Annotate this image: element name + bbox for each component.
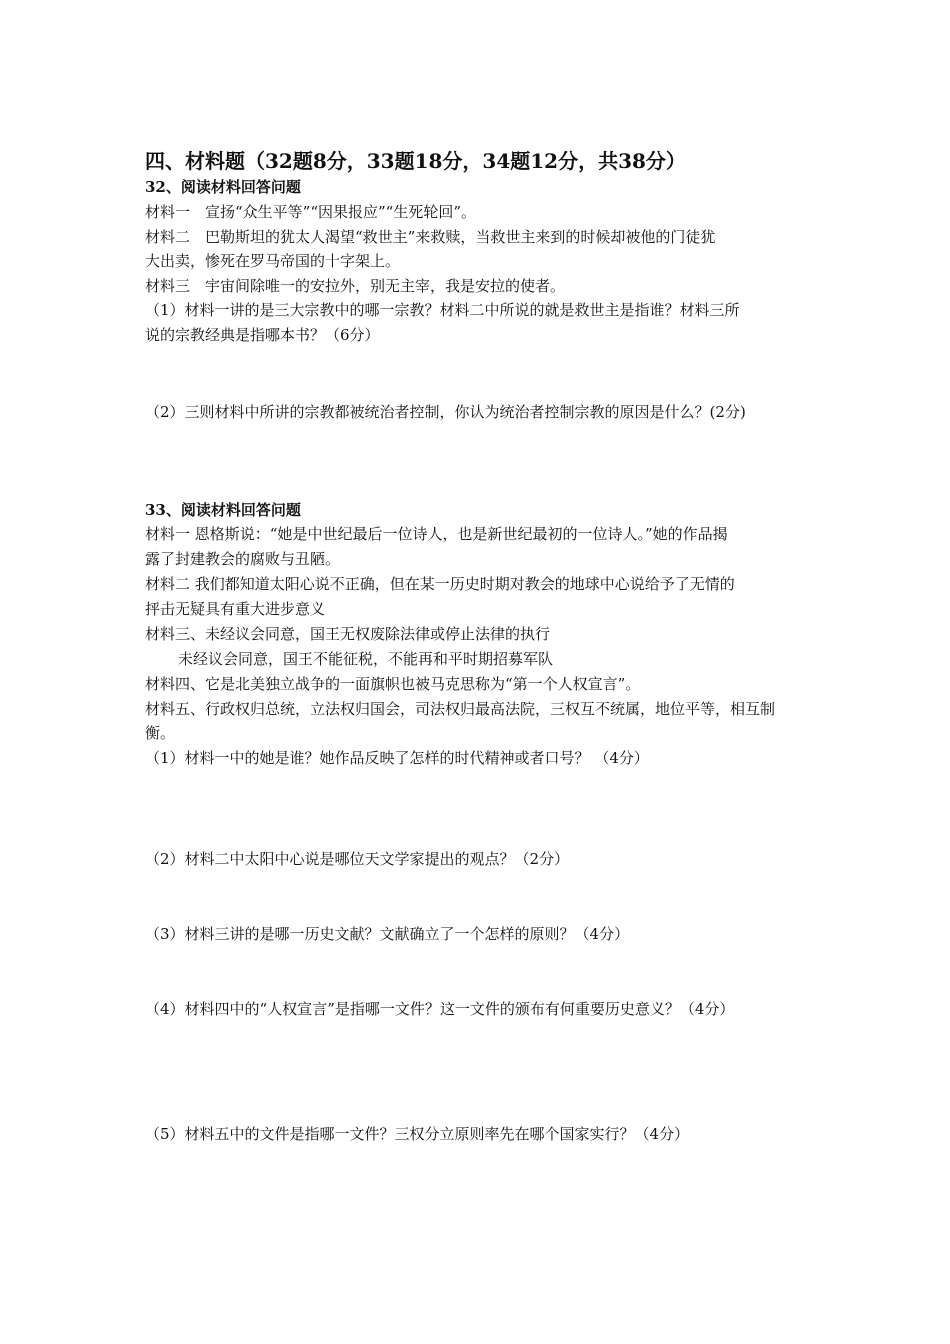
- q32-question-1-line2: 说的宗教经典是指哪本书？（6分）: [145, 326, 380, 344]
- q33-question-1: （1）材料一中的她是谁？她作品反映了怎样的时代精神或者口号？ （4分）: [145, 749, 649, 767]
- section-title: 四、材料题（32题8分，33题18分，34题12分，共38分）: [145, 149, 686, 173]
- q33-question-2: （2）材料二中太阳中心说是哪位天文学家提出的观点？（2分）: [145, 850, 570, 868]
- q33-material-4: 材料四、它是北美独立战争的一面旗帜也被马克思称为“第一个人权宣言”。: [145, 675, 641, 693]
- q32-material-2-line1: 材料二 巴勒斯坦的犹太人渴望“救世主”来救赎，当救世主来到的时候却被他的门徒犹: [145, 228, 716, 246]
- q33-material-2-line2: 抨击无疑具有重大进步意义: [145, 600, 326, 618]
- q32-material-3: 材料三 宇宙间除唯一的安拉外，别无主宰，我是安拉的使者。: [145, 277, 566, 295]
- q33-question-3: （3）材料三讲的是哪一历史文献？文献确立了一个怎样的原则？（4分）: [145, 925, 630, 943]
- q33-question-4: （4）材料四中的“人权宣言”是指哪一文件？这一文件的颁布有何重要历史意义？（4分）: [145, 1000, 735, 1018]
- q32-title: 32、阅读材料回答问题: [145, 178, 301, 196]
- q33-title: 33、阅读材料回答问题: [145, 501, 301, 519]
- q33-material-5-line1: 材料五、行政权归总统，立法权归国会，司法权归最高法院，三权互不统属，地位平等，相互制: [145, 700, 776, 718]
- q32-question-2: （2）三则材料中所讲的宗教都被统治者控制，你认为统治者控制宗教的原因是什么？(2分): [145, 403, 746, 421]
- q32-material-2-line2: 大出卖，惨死在罗马帝国的十字架上。: [145, 252, 401, 270]
- q32-material-1: 材料一 宣扬“众生平等”“因果报应”“生死轮回”。: [145, 203, 477, 221]
- q33-material-3-line2: 未经议会同意，国王不能征税，不能再和平时期招募军队: [178, 650, 554, 668]
- q32-question-1-line1: （1）材料一讲的是三大宗教中的哪一宗教？材料二中所说的就是救世主是指谁？材料三所: [145, 301, 740, 319]
- q33-question-5: （5）材料五中的文件是指哪一文件？三权分立原则率先在哪个国家实行？（4分）: [145, 1125, 690, 1143]
- q33-material-3-line1: 材料三、未经议会同意，国王无权废除法律或停止法律的执行: [145, 625, 551, 643]
- q33-material-1-line1: 材料一 恩格斯说：“她是中世纪最后一位诗人，也是新世纪最初的一位诗人。”她的作品揭: [145, 525, 728, 543]
- q33-material-2-line1: 材料二 我们都知道太阳心说不正确，但在某一历史时期对教会的地球中心说给予了无情的: [145, 575, 735, 593]
- q33-material-5-line2: 衡。: [145, 724, 176, 742]
- q33-material-1-line2: 露了封建教会的腐败与丑陋。: [145, 550, 341, 568]
